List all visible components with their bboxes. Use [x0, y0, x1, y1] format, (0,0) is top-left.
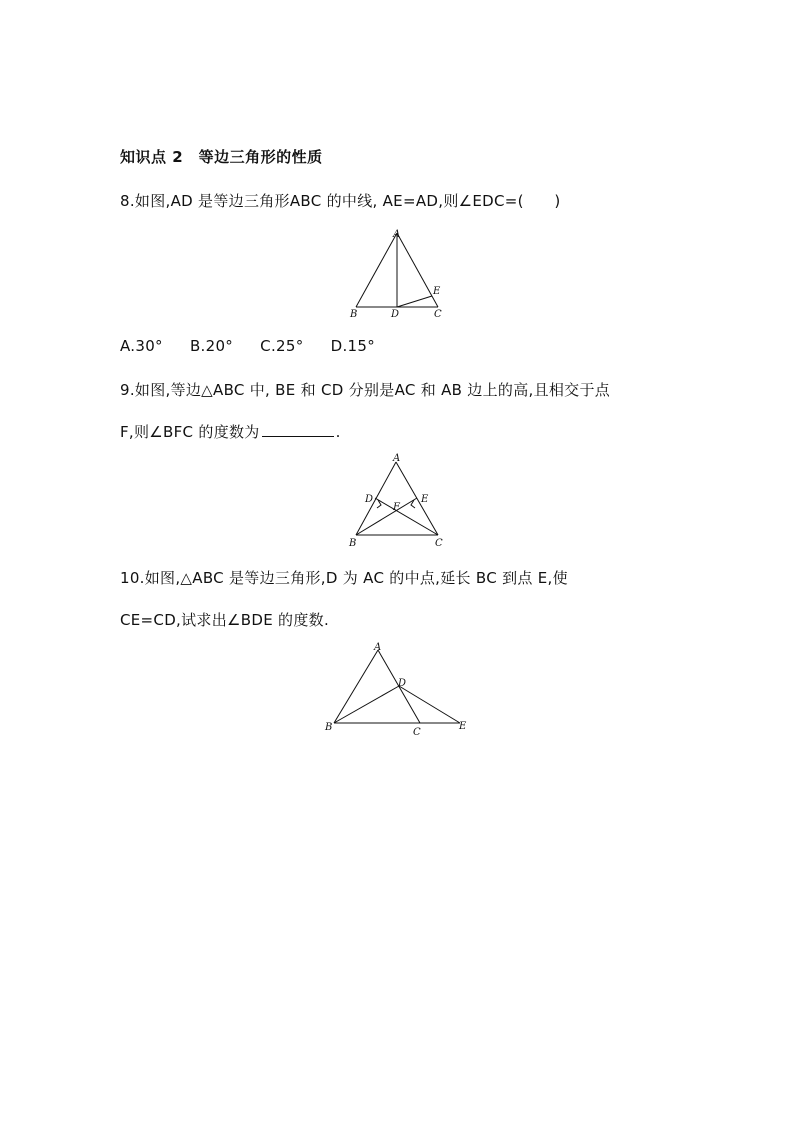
label-e: E — [459, 721, 467, 732]
label-c: C — [413, 727, 421, 738]
segment-de — [397, 296, 432, 307]
label-a: A — [393, 453, 401, 464]
label-d: D — [398, 678, 407, 689]
segment-bd — [334, 686, 399, 723]
side-ab — [334, 650, 378, 723]
option-a[interactable]: A.30° — [120, 337, 163, 355]
option-c[interactable]: C.25° — [260, 337, 304, 355]
label-b: B — [349, 538, 357, 549]
label-e: E — [421, 494, 429, 505]
question-8-options — [120, 337, 397, 355]
figure-q8 — [340, 225, 460, 325]
label-f: F — [393, 502, 400, 513]
altitude-cd — [375, 498, 438, 535]
label-c: C — [435, 538, 443, 549]
question-9-prompt: F,则∠BFC 的度数为 — [120, 423, 260, 441]
label-a: A — [393, 229, 401, 240]
answer-blank[interactable] — [262, 422, 334, 437]
label-c: C — [434, 309, 442, 320]
label-b: B — [350, 309, 358, 320]
side-ab — [356, 233, 397, 307]
question-8-text: 8.如图,AD 是等边三角形ABC 的中线, AE=AD,则∠EDC=( ) — [120, 192, 561, 210]
label-d: D — [365, 494, 374, 505]
label-b: B — [325, 722, 333, 733]
option-b[interactable]: B.20° — [189, 337, 234, 355]
question-9-period: . — [335, 423, 341, 441]
option-d[interactable]: D.15° — [330, 337, 375, 355]
question-9-line2 — [120, 421, 341, 442]
segment-de — [399, 686, 460, 723]
figure-q9 — [345, 450, 455, 550]
label-d: D — [391, 309, 400, 320]
section-title: 知识点 2 等边三角形的性质 — [120, 148, 323, 166]
question-9-line1: 9.如图,等边△ABC 中, BE 和 CD 分别是AC 和 AB 边上的高,且相交于点 — [120, 381, 611, 399]
label-a: A — [374, 642, 382, 653]
figure-q10 — [320, 640, 480, 740]
question-10-line1: 10.如图,△ABC 是等边三角形,D 为 AC 的中点,延长 BC 到点 E,使 — [120, 569, 568, 587]
label-e: E — [433, 286, 441, 297]
question-10-line2: CE=CD,试求出∠BDE 的度数. — [120, 611, 330, 629]
